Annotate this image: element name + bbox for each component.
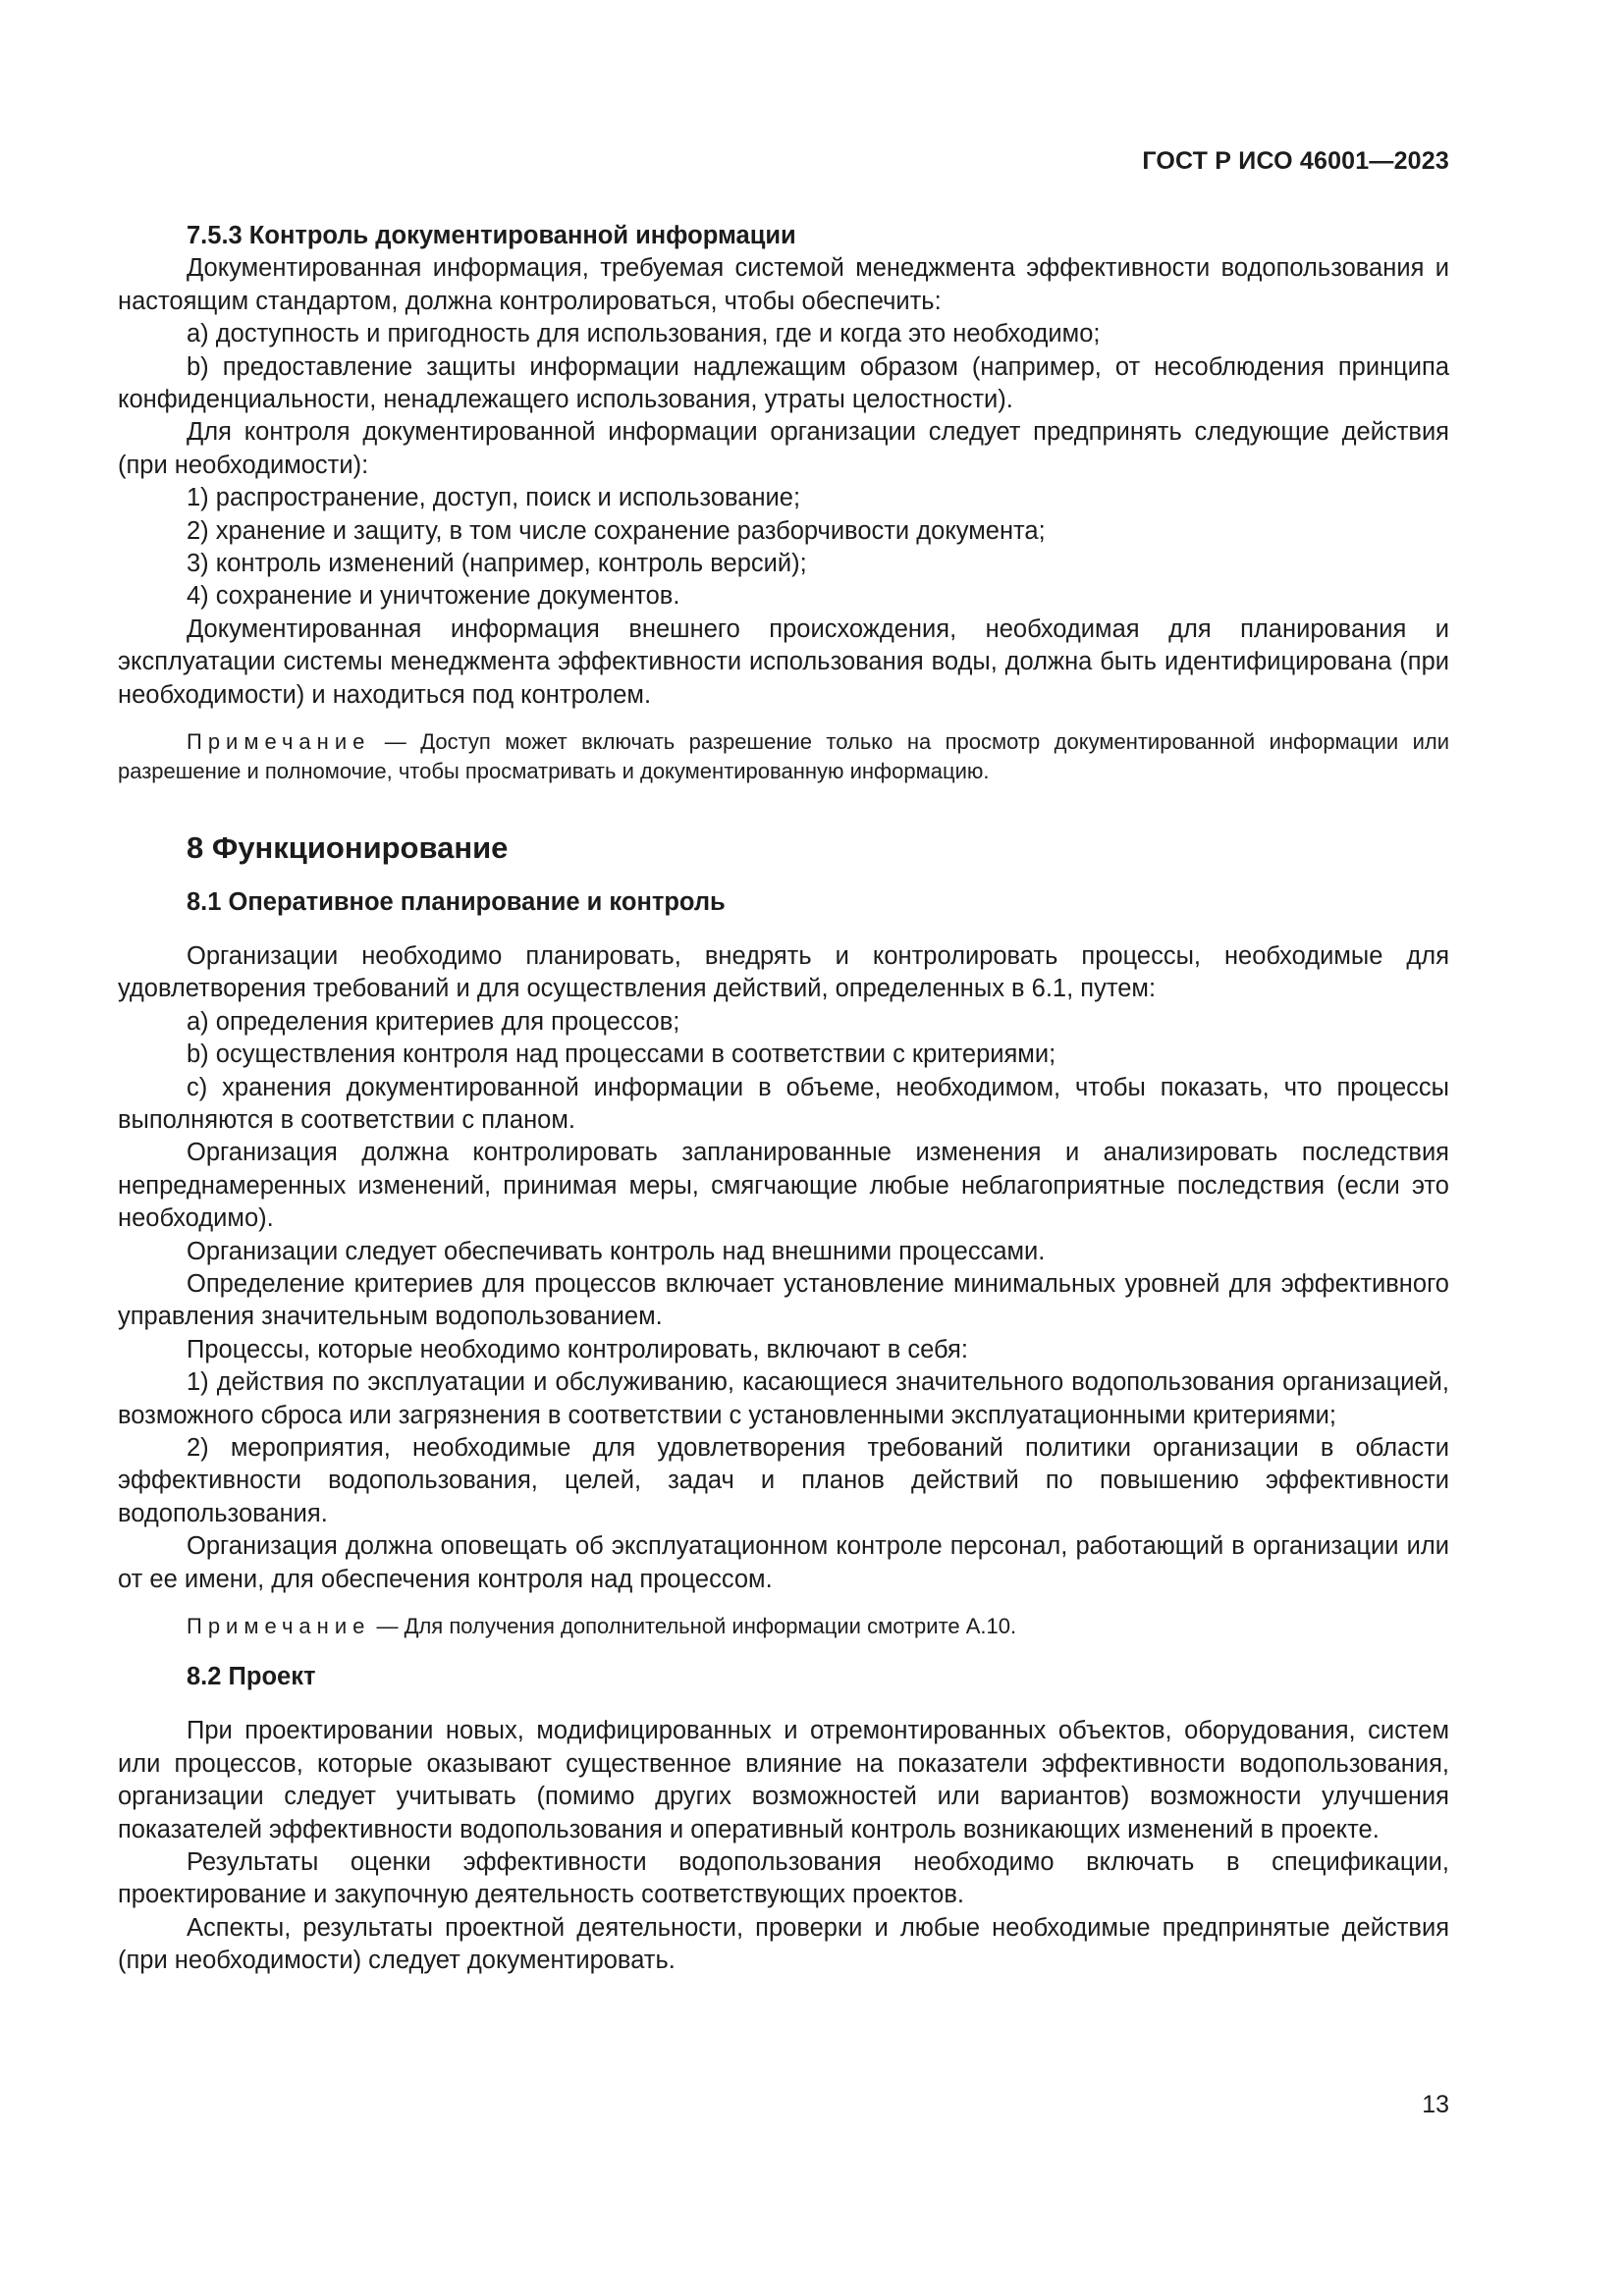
paragraph: Документированная информация, требуемая системой менеджмента эффективности водопользования и настоящим стандартом, должна контролироваться, чтобы обеспечить: [118,254,1449,315]
standard-header: ГОСТ Р ИСО 46001—2023 [1142,147,1449,175]
list-item: c) хранения документированной информации в объеме, необходимом, чтобы показать, что процессы выполняются в соответствии с планом. [118,1073,1449,1134]
list-item: 1) действия по эксплуатации и обслуживанию, касающиеся значительного водопользования организацией, возможного сброса или загрязнения в соответствии с установленными эксплуатационными критериями; [118,1368,1449,1429]
note-text: — Для получения дополнительной информации смотрите А.10. [370,1614,1017,1639]
section-7-5-3-title: 7.5.3 Контроль документированной информации [187,222,796,249]
section-8-2-title: 8.2 Проект [187,1663,316,1691]
section-8-1-title: 8.1 Оперативное планирование и контроль [187,887,726,916]
list-item: 1) распространение, доступ, поиск и использование; [187,484,801,512]
paragraph: Организации необходимо планировать, внедрять и контролировать процессы, необходимые для удовлетворения требований и для осуществления действий, определенных в 6.1, путем: [118,941,1449,1003]
note-text: — Доступ может включать разрешение только на просмотр документированной информации или разрешение и полномочие, чтобы просматривать и документированную информацию. [118,729,1449,784]
paragraph: Аспекты, результаты проектной деятельности, проверки и любые необходимые предпринятые действия (при необходимости) следует документировать. [118,1913,1449,1975]
list-item: b) осуществления контроля над процессами в соответствии с критериями; [187,1041,1056,1069]
paragraph: Организация должна оповещать об эксплуатационном контроле персонал, работающий в организации или от ее имени, для обеспечения контроля над процессом. [118,1532,1449,1593]
note-8-1 [118,1612,1449,1641]
paragraph: Процессы, которые необходимо контролировать, включают в себя: [187,1335,968,1363]
paragraph: Документированная информация внешнего происхождения, необходимая для планирования и эксплуатации системы менеджмента эффективности использования воды, должна быть идентифицирована (при необходимости) и находиться под контролем. [118,614,1449,709]
list-item: 2) хранение и защиту, в том числе сохранение разборчивости документа; [187,516,1046,545]
list-item: 2) мероприятия, необходимые для удовлетворения требований политики организации в области эффективности водопользования, целей, задач и планов действий по повышению эффективности водопользования. [118,1434,1449,1527]
section-8-title: 8 Функционирование [187,830,509,866]
list-item: 4) сохранение и уничтожение документов. [187,582,680,611]
paragraph: Определение критериев для процессов включает установление минимальных уровней для эффективного управления значительным водопользованием. [118,1269,1449,1331]
paragraph: При проектировании новых, модифицированных и отремонтированных объектов, оборудования, систем или процессов, которые оказывают существенное влияние на показатели эффективности водопользования, организации следует учитывать (помимо других возможностей или вариантов) возможности улучшения показателей эффективности водопользования и оперативный контроль возникающих изменений в проекте. [118,1717,1449,1843]
note-label: Примечание [187,1614,371,1639]
list-item: b) предоставление защиты информации надлежащим образом (например, от несоблюдения принципа конфиденциальности, ненадлежащего использования, утраты целостности). [118,352,1449,414]
list-item: a) доступность и пригодность для использования, где и когда это необходимо; [187,320,1101,348]
list-item: a) определения критериев для процессов; [187,1007,680,1036]
paragraph: Результаты оценки эффективности водопользования необходимо включать в спецификации, проектирование и закупочную деятельность соответствующих проектов. [118,1848,1449,1909]
paragraph: Организация должна контролировать запланированные изменения и анализировать последствия непреднамеренных изменений, принимая меры, смягчающие любые неблагоприятные последствия (если это необходимо). [118,1139,1449,1233]
paragraph: Организации следует обеспечивать контроль над внешними процессами. [187,1237,1046,1265]
paragraph: Для контроля документированной информации организации следует предпринять следующие действия (при необходимости): [118,418,1449,479]
page-number: 13 [1422,2091,1449,2118]
page-content [118,220,1449,1978]
note-7-5-3 [118,727,1449,786]
note-label: Примечание [187,729,371,755]
list-item: 3) контроль изменений (например, контроль версий); [187,550,807,578]
